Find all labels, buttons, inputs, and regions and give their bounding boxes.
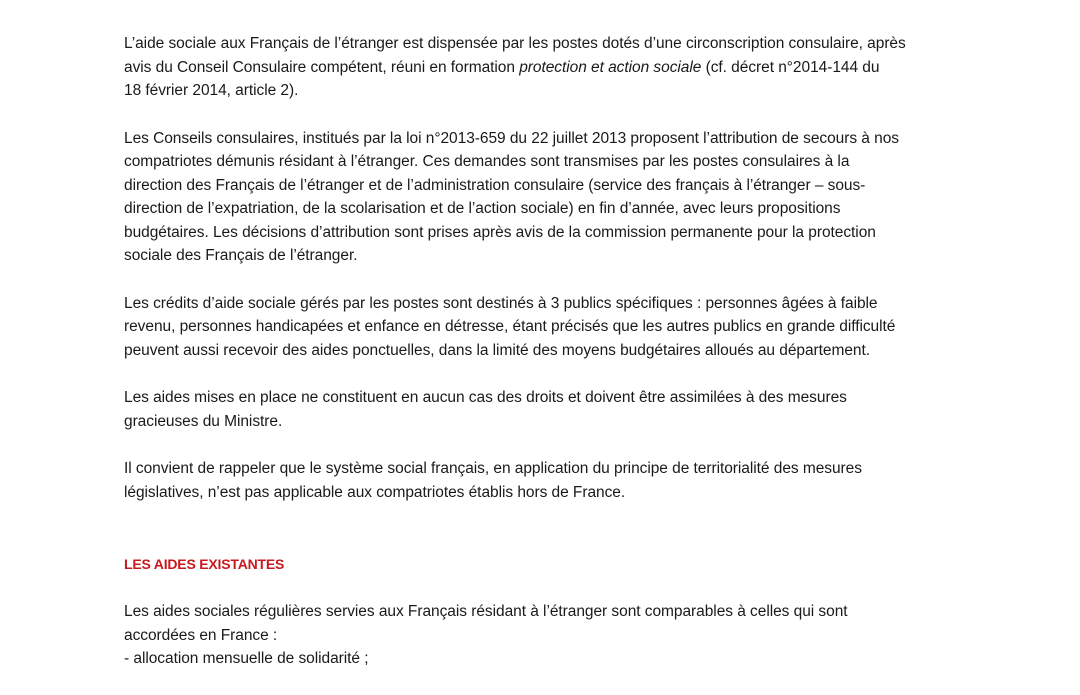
text-line: Les aides mises en place ne constituent en aucun cas des droits et doivent être assimilées à des mesures [124,389,847,406]
text-line: revenu, personnes handicapées et enfance en détresse, étant précisés que les autres publics en grande difficulté [124,318,896,335]
paragraph-aid-not-rights [124,386,974,433]
text-line: compatriotes démunis résidant à l’étranger. Ces demandes sont transmises par les postes consulaires à la [124,153,850,170]
text-line: direction de l’expatriation, de la scolarisation et de l’action sociale) en fin d’année, avec leurs propositions [124,200,841,217]
text-line: accordées en France : [124,626,278,644]
list-item: - allocation mensuelle de solidarité ; [124,650,369,667]
text-line: 18 février 2014, article 2). [124,82,299,99]
text-line: Les aides sociales régulières servies aux Français résidant à l’étranger sont comparables à celles qui sont [124,603,848,620]
text-line [124,56,974,80]
text-line: Il convient de rappeler que le système social français, en application du principe de territorialité des mesures [124,460,862,477]
text-line: Les crédits d’aide sociale gérés par les postes sont destinés à 3 publics spécifiques : personnes âgées à faible [124,294,878,312]
text-line: peuvent aussi recevoir des aides ponctuelles, dans la limité des moyens budgétaires alloués au département. [124,341,870,359]
text-segment: avis du Conseil Consulaire compétent, réuni en formation [124,58,520,76]
text-line: L’aide sociale aux Français de l’étranger est dispensée par les postes dotés d’une circonscription consulaire, après [124,35,906,52]
text-line: direction des Français de l’étranger et de l’administration consulaire (service des français à l’étranger – sous- [124,176,866,194]
document-body [124,32,974,695]
text-line: gracieuses du Ministre. [124,412,283,430]
section-heading: LES AIDES EXISTANTES [124,556,285,572]
text-line: budgétaires. Les décisions d’attribution sont prises après avis de la commission permanente pour la protection [124,223,876,241]
paragraph-territoriality [124,457,974,504]
paragraph-consular-councils [124,127,974,268]
text-segment: (cf. décret n°2014-144 du [701,58,880,76]
text-line: sociale des Français de l’étranger. [124,247,358,264]
paragraph-existing-aids [124,600,974,671]
text-line: Les Conseils consulaires, institués par la loi n°2013-659 du 22 juillet 2013 proposent l’attribution de secours à nos [124,129,899,147]
paragraph-consular-aid [124,32,974,103]
paragraph-social-credits [124,292,974,363]
italic-term: protection et action sociale [519,58,702,76]
text-line: législatives, n’est pas applicable aux compatriotes établis hors de France. [124,483,626,501]
